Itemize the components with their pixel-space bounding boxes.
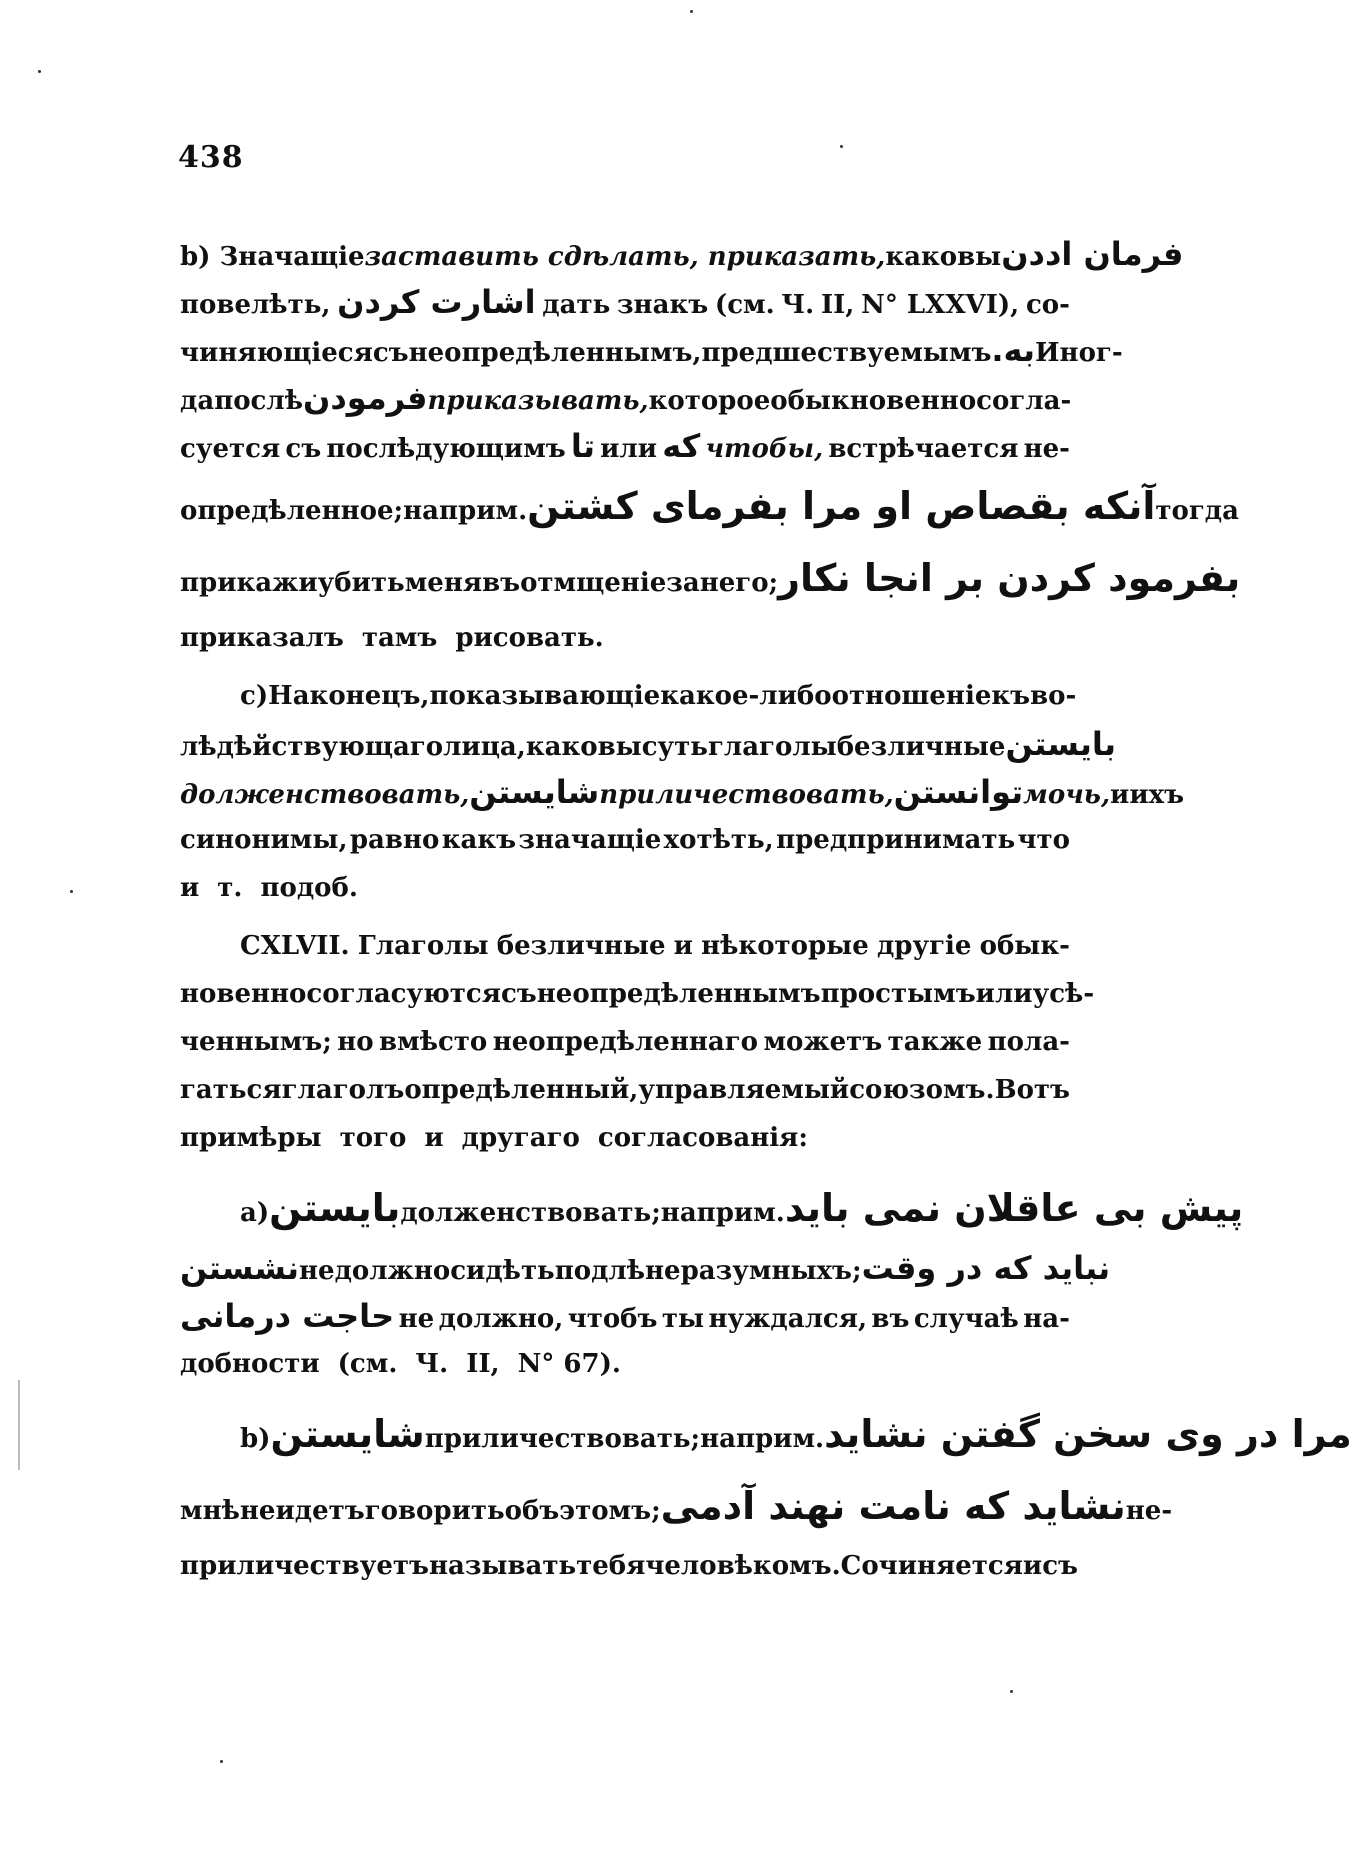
word: во- — [1030, 681, 1077, 711]
word: b) Значащіе — [180, 242, 365, 272]
word: подлѣ — [554, 1256, 646, 1286]
word: (см. — [337, 1349, 398, 1379]
word: наприм. — [660, 1198, 785, 1228]
word: глаголы — [707, 732, 837, 762]
word: него; — [699, 568, 779, 598]
word: мнѣ — [180, 1496, 240, 1526]
word: послѣ — [214, 386, 304, 416]
word: ченнымъ; — [180, 1027, 332, 1057]
word: долженствовать; — [400, 1198, 661, 1228]
word: безличные — [836, 732, 1006, 762]
text-line — [180, 1172, 1244, 1244]
word: показывающіе — [429, 681, 661, 711]
text-line — [180, 1018, 1070, 1066]
word: за — [666, 568, 700, 598]
word: дѣйствующаго — [216, 732, 444, 762]
word: да — [180, 386, 215, 416]
word: съ — [285, 434, 322, 464]
word: синонимы, — [180, 825, 348, 855]
text-line — [180, 278, 1070, 326]
word: равно — [349, 825, 440, 855]
persian-word: نشستن — [180, 1249, 299, 1287]
text-line — [180, 1292, 1070, 1340]
word: встрѣчается — [828, 434, 1019, 464]
word: подоб. — [260, 873, 358, 903]
word: того — [339, 1123, 407, 1153]
text-line — [180, 374, 1070, 422]
word: лица, — [443, 732, 526, 762]
word: не — [299, 1256, 335, 1286]
word: на- — [1023, 1304, 1070, 1334]
word: Наконецъ, — [268, 681, 430, 711]
word: суть — [641, 732, 708, 762]
word: должно, — [438, 1304, 564, 1334]
text-line — [180, 614, 1070, 662]
persian-word: بايستن — [269, 1186, 401, 1230]
italic-word: приличествовать, — [599, 780, 894, 810]
word: и — [424, 1123, 444, 1153]
word: a) — [240, 1198, 270, 1228]
word: не- — [1023, 434, 1070, 464]
word: какое-либо — [660, 681, 832, 711]
word: другіе — [876, 931, 972, 961]
word: или — [600, 434, 658, 464]
word: случаѣ — [913, 1304, 1019, 1334]
word: N° 67). — [517, 1349, 621, 1379]
text-line — [180, 1114, 1070, 1162]
word: наприм. — [700, 1424, 825, 1454]
word: прикажи — [180, 568, 318, 598]
word: не — [239, 1496, 276, 1526]
paragraph-gap — [180, 1388, 1070, 1398]
persian-word: نبايد كه در وقت — [861, 1249, 1111, 1287]
word: къ — [991, 681, 1031, 711]
word: согласованія: — [597, 1123, 808, 1153]
word: CXLVII. — [240, 931, 350, 961]
word: неопредѣленнымъ — [536, 979, 821, 1009]
word: чиняющіеся — [180, 338, 373, 368]
word: этомъ; — [559, 1496, 661, 1526]
scan-edge-mark — [18, 1380, 20, 1470]
word: приличествуетъ — [180, 1551, 429, 1581]
word: которое — [648, 386, 771, 416]
word: новенно — [180, 979, 307, 1009]
word: согла- — [976, 386, 1072, 416]
word: повелѣть, — [180, 290, 331, 320]
word: безличные — [496, 931, 666, 961]
word: наприм. — [403, 496, 528, 526]
word: Вотъ — [994, 1075, 1070, 1105]
italic-word: мочь, — [1023, 780, 1111, 810]
word: идетъ — [275, 1496, 365, 1526]
persian-word: كه — [662, 427, 701, 465]
word: отмщеніе — [520, 568, 667, 598]
print-speck — [1010, 1690, 1013, 1693]
print-speck — [38, 70, 41, 73]
persian-word: نشايد كه نامت نهند آدمى — [660, 1484, 1126, 1528]
persian-word: آنكه بقصاص او مرا بفرماى كشتن — [527, 484, 1156, 528]
word: не — [398, 1304, 435, 1334]
word: согласуются — [306, 979, 501, 1009]
word: каковы — [885, 242, 1002, 272]
word: Ч. — [781, 290, 815, 320]
word: Ч. — [415, 1349, 449, 1379]
word: лѣ — [180, 732, 217, 762]
print-speck — [70, 890, 73, 893]
word: тебя — [576, 1551, 646, 1581]
word: можетъ — [763, 1027, 883, 1057]
word: также — [887, 1027, 983, 1057]
word: b) — [240, 1424, 271, 1454]
word: N° LXXVI), — [861, 290, 1020, 320]
word: и — [180, 873, 200, 903]
word: не- — [1125, 1496, 1173, 1526]
word: что — [1017, 825, 1070, 855]
page-number: 438 — [178, 140, 244, 175]
word: Сочиняется — [840, 1551, 1023, 1581]
word: добности — [180, 1349, 320, 1379]
word: опредѣленное; — [180, 496, 404, 526]
text-line — [180, 1470, 1173, 1542]
word: опредѣленный, — [404, 1075, 639, 1105]
body-text — [180, 230, 1352, 1590]
italic-word: заставить сдѣлать, приказать, — [364, 242, 886, 272]
word: нѣкоторые — [701, 931, 869, 961]
word: человѣкомъ. — [645, 1551, 841, 1581]
word: (см. — [714, 290, 775, 320]
text-line — [180, 864, 1070, 912]
text-line — [180, 542, 1241, 614]
text-line — [180, 326, 1123, 374]
word: Глаголы — [357, 931, 489, 961]
word: простымъ — [820, 979, 976, 1009]
persian-word: فرمان اددن — [1001, 235, 1184, 273]
word: приказалъ — [180, 623, 344, 653]
text-line — [180, 1340, 1070, 1388]
text-line — [180, 672, 1077, 720]
persian-word: تا — [570, 427, 595, 465]
word: но — [337, 1027, 374, 1057]
word: предпринимать — [776, 825, 1016, 855]
word: и — [673, 931, 693, 961]
word: какъ — [441, 825, 517, 855]
word: суется — [180, 434, 281, 464]
word: называть — [428, 1551, 577, 1581]
word: убить — [317, 568, 405, 598]
word: въ — [482, 568, 521, 598]
word: Иног- — [1034, 338, 1123, 368]
word: II, — [466, 1349, 500, 1379]
word: говорить — [364, 1496, 505, 1526]
text-line — [180, 230, 1184, 278]
word: послѣдующимъ — [326, 434, 566, 464]
word: чтобъ — [567, 1304, 658, 1334]
word: рисовать. — [455, 623, 604, 653]
word: отношеніе — [831, 681, 992, 711]
persian-word: مرا در وى سخن گفتن نشايد — [824, 1412, 1352, 1456]
word: и — [1022, 1551, 1043, 1581]
paragraph-gap — [180, 1162, 1070, 1172]
italic-word: долженствовать, — [180, 780, 470, 810]
text-line — [180, 922, 1070, 970]
paragraph-gap — [180, 912, 1070, 922]
word: въ — [871, 1304, 910, 1334]
persian-word: فرمودن — [303, 379, 428, 417]
word: нуждался, — [708, 1304, 868, 1334]
persian-word: بايستن — [1005, 725, 1116, 763]
persian-word: بفرمود كردن بر انجا نكار — [778, 556, 1241, 600]
text-line — [180, 816, 1070, 864]
text-line — [180, 1398, 1352, 1470]
word: ты — [661, 1304, 705, 1334]
word: меня — [404, 568, 483, 598]
word: глаголъ — [281, 1075, 405, 1105]
text-line — [180, 768, 1185, 816]
word: другаго — [461, 1123, 580, 1153]
word: знакъ — [616, 290, 709, 320]
word: тогда — [1155, 496, 1239, 526]
text-line — [180, 1244, 1111, 1292]
word: гаться — [180, 1075, 282, 1105]
print-speck — [220, 1760, 223, 1763]
word: каковы — [525, 732, 642, 762]
word: тамъ — [361, 623, 438, 653]
word: должно — [334, 1256, 451, 1286]
persian-word: توانستن — [893, 773, 1024, 811]
word: усѣ- — [1032, 979, 1095, 1009]
word: т. — [217, 873, 243, 903]
text-line — [180, 1066, 1070, 1114]
word: II, — [820, 290, 855, 320]
persian-word: حاجت درمانى — [180, 1297, 395, 1335]
print-speck — [690, 10, 693, 13]
word: или — [975, 979, 1033, 1009]
italic-word: приказывать, — [427, 386, 649, 416]
text-line — [180, 1542, 1078, 1590]
word: неопредѣленнаго — [492, 1027, 759, 1057]
word: объ — [504, 1496, 560, 1526]
word: вмѣсто — [379, 1027, 488, 1057]
text-line — [180, 422, 1070, 470]
word: съ — [1042, 1551, 1078, 1581]
text-line — [180, 470, 1239, 542]
persian-word: شايستن — [469, 773, 600, 811]
word: значащіе — [518, 825, 662, 855]
word: c) — [240, 681, 269, 711]
paragraph-gap — [180, 662, 1070, 672]
word: сидѣть — [450, 1256, 555, 1286]
word: примѣры — [180, 1123, 322, 1153]
word: съ — [500, 979, 537, 1009]
word: обык- — [979, 931, 1070, 961]
word: пола- — [987, 1027, 1070, 1057]
word: союзомъ. — [849, 1075, 995, 1105]
word: хотѣть, — [663, 825, 774, 855]
persian-word: به. — [991, 331, 1035, 369]
persian-word: اشارت كردن — [337, 283, 536, 321]
persian-word: شايستن — [270, 1412, 425, 1456]
word: обыкновенно — [770, 386, 977, 416]
print-speck — [840, 145, 843, 148]
word: неразумныхъ; — [645, 1256, 862, 1286]
text-line — [180, 970, 1095, 1018]
text-line — [180, 720, 1116, 768]
word: съ — [372, 338, 409, 368]
word: неопредѣленнымъ, — [408, 338, 702, 368]
word: и — [1110, 780, 1130, 810]
persian-word: پيش بى عاقلان نمى بايد — [784, 1186, 1244, 1230]
word: управляемый — [638, 1075, 850, 1105]
word: предшествуемымъ — [701, 338, 992, 368]
word: со- — [1025, 290, 1070, 320]
italic-word: чтобы, — [705, 434, 824, 464]
word: ихъ — [1129, 780, 1185, 810]
word: приличествовать; — [424, 1424, 701, 1454]
word: дать — [542, 290, 611, 320]
